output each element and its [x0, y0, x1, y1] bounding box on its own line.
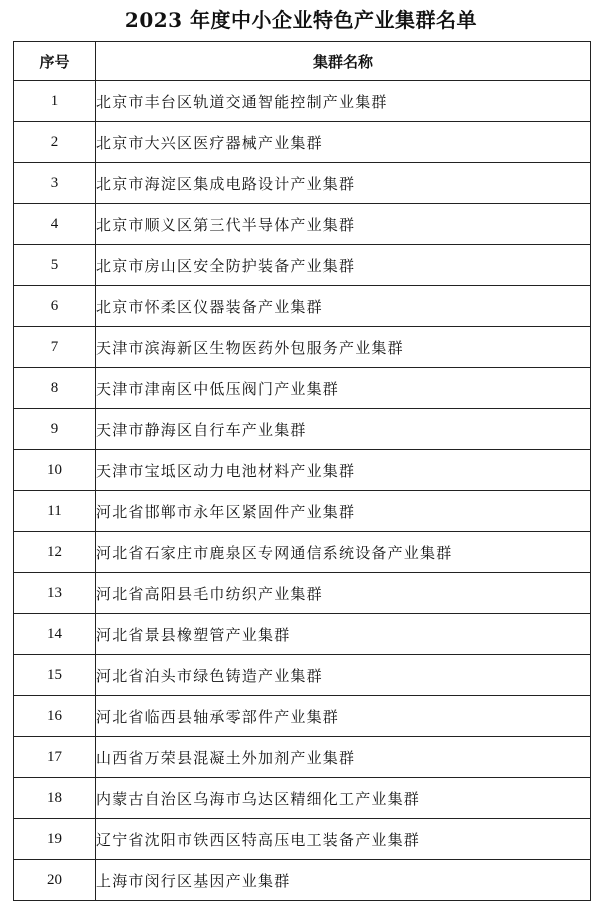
cluster-name-cell: 河北省石家庄市鹿泉区专网通信系统设备产业集群: [96, 532, 591, 573]
table-row: [14, 696, 591, 737]
serial-number-cell: 3: [14, 163, 96, 204]
cluster-name-cell: 河北省临西县轴承零部件产业集群: [96, 696, 591, 737]
cluster-name-cell: 北京市顺义区第三代半导体产业集群: [96, 204, 591, 245]
serial-number-cell: 6: [14, 286, 96, 327]
serial-number-cell: 8: [14, 368, 96, 409]
cluster-name-cell: 河北省景县橡塑管产业集群: [96, 614, 591, 655]
table-row: [14, 327, 591, 368]
serial-number-cell: 20: [14, 860, 96, 901]
serial-number-cell: 4: [14, 204, 96, 245]
table-row: [14, 491, 591, 532]
table-row: [14, 81, 591, 122]
serial-number-cell: 11: [14, 491, 96, 532]
table-row: [14, 409, 591, 450]
cluster-name-cell: 北京市怀柔区仪器装备产业集群: [96, 286, 591, 327]
cluster-name-cell: 山西省万荣县混凝土外加剂产业集群: [96, 737, 591, 778]
table-row: [14, 655, 591, 696]
serial-number-cell: 9: [14, 409, 96, 450]
table-row: [14, 245, 591, 286]
table-row: [14, 614, 591, 655]
cluster-name-cell: 内蒙古自治区乌海市乌达区精细化工产业集群: [96, 778, 591, 819]
table-body: [14, 81, 591, 901]
table-header-row: [14, 42, 591, 81]
cluster-name-cell: 上海市闵行区基因产业集群: [96, 860, 591, 901]
table-row: [14, 737, 591, 778]
serial-number-cell: 13: [14, 573, 96, 614]
serial-number-cell: 1: [14, 81, 96, 122]
table-row: [14, 450, 591, 491]
cluster-name-cell: 天津市宝坻区动力电池材料产业集群: [96, 450, 591, 491]
cluster-name-cell: 北京市丰台区轨道交通智能控制产业集群: [96, 81, 591, 122]
table-row: [14, 860, 591, 901]
table-row: [14, 204, 591, 245]
serial-number-cell: 5: [14, 245, 96, 286]
column-header-serial-number: 序号: [14, 42, 96, 81]
table-row: [14, 286, 591, 327]
cluster-name-cell: 天津市津南区中低压阀门产业集群: [96, 368, 591, 409]
cluster-name-cell: 辽宁省沈阳市铁西区特高压电工装备产业集群: [96, 819, 591, 860]
cluster-name-cell: 北京市海淀区集成电路设计产业集群: [96, 163, 591, 204]
cluster-name-cell: 天津市静海区自行车产业集群: [96, 409, 591, 450]
table-row: [14, 819, 591, 860]
table-row: [14, 532, 591, 573]
cluster-name-cell: 河北省泊头市绿色铸造产业集群: [96, 655, 591, 696]
table-row: [14, 573, 591, 614]
cluster-name-cell: 天津市滨海新区生物医药外包服务产业集群: [96, 327, 591, 368]
table-row: [14, 368, 591, 409]
cluster-name-cell: 河北省邯郸市永年区紧固件产业集群: [96, 491, 591, 532]
column-header-cluster-name: 集群名称: [96, 42, 591, 81]
cluster-name-cell: 北京市房山区安全防护装备产业集群: [96, 245, 591, 286]
cluster-name-cell: 北京市大兴区医疗器械产业集群: [96, 122, 591, 163]
cluster-name-cell: 河北省高阳县毛巾纺织产业集群: [96, 573, 591, 614]
serial-number-cell: 16: [14, 696, 96, 737]
serial-number-cell: 10: [14, 450, 96, 491]
page-title: 2023 年度中小企业特色产业集群名单: [124, 8, 478, 32]
serial-number-cell: 19: [14, 819, 96, 860]
serial-number-cell: 17: [14, 737, 96, 778]
table-row: [14, 778, 591, 819]
table-row: [14, 122, 591, 163]
serial-number-cell: 2: [14, 122, 96, 163]
serial-number-cell: 7: [14, 327, 96, 368]
table-row: [14, 163, 591, 204]
cluster-list-table: [13, 41, 591, 901]
serial-number-cell: 12: [14, 532, 96, 573]
serial-number-cell: 15: [14, 655, 96, 696]
serial-number-cell: 18: [14, 778, 96, 819]
serial-number-cell: 14: [14, 614, 96, 655]
